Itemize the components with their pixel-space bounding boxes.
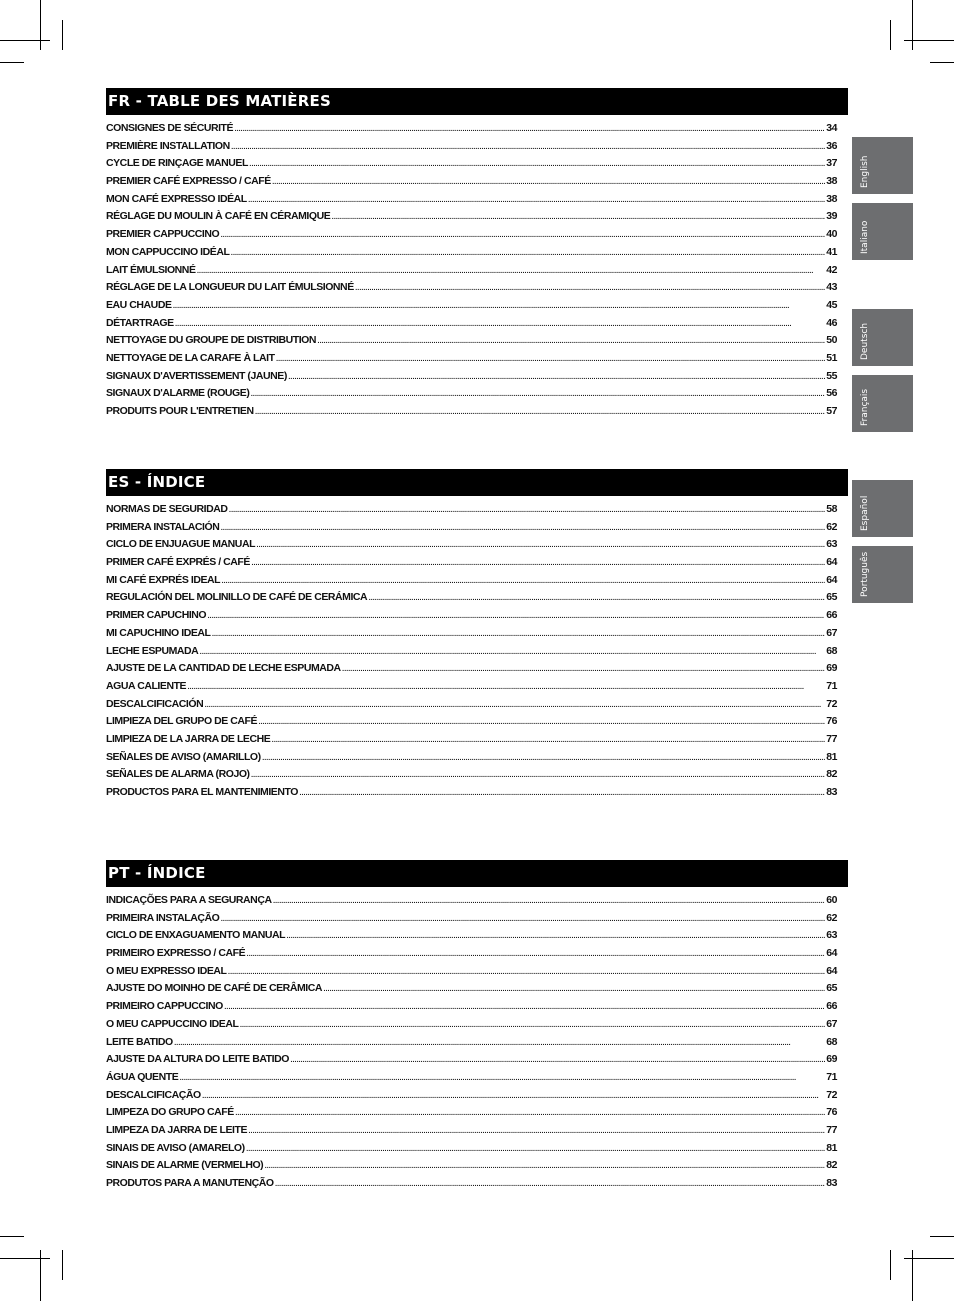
entry-page: 63 — [826, 929, 837, 942]
toc-entry[interactable] — [106, 696, 837, 714]
toc-entry[interactable] — [106, 589, 837, 607]
toc-entry[interactable] — [106, 536, 837, 554]
leader-dots — [221, 572, 825, 590]
language-tab-english[interactable] — [852, 137, 913, 194]
toc-entry[interactable] — [106, 784, 837, 802]
entry-page: 64 — [826, 947, 837, 960]
toc-entry[interactable] — [106, 519, 837, 537]
toc-list — [106, 892, 848, 1193]
leader-dots — [179, 1069, 825, 1087]
entry-page: 64 — [826, 573, 837, 586]
entry-page: 67 — [826, 1017, 837, 1030]
entry-page: 71 — [826, 1070, 837, 1083]
entry-label: SIGNAUX D'AVERTISSEMENT (JAUNE) — [106, 369, 287, 382]
entry-page: 72 — [826, 697, 837, 710]
toc-list — [106, 120, 848, 421]
toc-entry[interactable] — [106, 332, 837, 350]
leader-dots — [317, 332, 825, 350]
toc-entry[interactable] — [106, 501, 837, 519]
entry-label: LECHE ESPUMADA — [106, 644, 199, 657]
toc-section-pt — [106, 860, 848, 1193]
leader-dots — [239, 1016, 825, 1034]
entry-label: DÉTARTRAGE — [106, 316, 174, 329]
entry-page: 56 — [826, 387, 837, 400]
entry-page: 83 — [826, 786, 837, 798]
leader-dots — [276, 350, 826, 368]
entry-label: MI CAPUCHINO IDEAL — [106, 626, 211, 639]
entry-label: PRIMEIRO EXPRESSO / CAFÉ — [106, 947, 246, 960]
entry-label: LIMPIEZA DEL GRUPO DE CAFÉ — [106, 715, 258, 728]
section-title: ES - ÍNDICE — [106, 469, 848, 496]
entry-label: AJUSTE DE LA CANTIDAD DE LECHE ESPUMADA — [106, 662, 341, 675]
toc-entry[interactable] — [106, 279, 837, 297]
entry-page: 81 — [826, 1141, 837, 1154]
toc-entry[interactable] — [106, 731, 837, 749]
entry-page: 60 — [826, 894, 837, 906]
tab-label: Deutsch — [860, 322, 870, 360]
toc-entry[interactable] — [106, 155, 837, 173]
entry-label: REGULACIÓN DEL MOLINILLO DE CAFÉ DE CERÁMICA — [106, 591, 368, 604]
toc-entry[interactable] — [106, 927, 837, 945]
toc-entry[interactable] — [106, 1034, 837, 1052]
toc-entry[interactable] — [106, 1157, 837, 1175]
toc-entry[interactable] — [106, 208, 837, 226]
toc-entry[interactable] — [106, 660, 837, 678]
leader-dots — [273, 892, 826, 910]
entry-label: MON CAPPUCCINO IDÉAL — [106, 245, 230, 258]
entry-label: DESCALCIFICAÇÃO — [106, 1088, 201, 1101]
leader-dots — [231, 138, 825, 156]
entry-page: 57 — [826, 405, 837, 417]
entry-page: 69 — [826, 662, 837, 675]
toc-list — [106, 501, 848, 802]
entry-label: PRIMERA INSTALACIÓN — [106, 520, 220, 533]
leader-dots — [246, 1140, 826, 1158]
toc-section-es — [106, 469, 848, 802]
toc-entry[interactable] — [106, 910, 837, 928]
entry-label: RÉGLAGE DE LA LONGUEUR DU LAIT ÉMULSIONNÉ — [106, 281, 354, 294]
leader-dots — [229, 501, 826, 519]
entry-label: PRIMEIRO CAPPUCCINO — [106, 1000, 223, 1013]
section-title: PT - ÍNDICE — [106, 860, 848, 887]
entry-page: 66 — [826, 1000, 837, 1013]
entry-page: 77 — [826, 732, 837, 745]
entry-label: NETTOYAGE DE LA CARAFE À LAIT — [106, 351, 275, 364]
toc-entry[interactable] — [106, 120, 837, 138]
leader-dots — [204, 696, 825, 714]
entry-page: 34 — [826, 122, 837, 134]
leader-dots — [173, 297, 826, 315]
entry-page: 38 — [826, 175, 837, 188]
entry-label: SINAIS DE ALARME (VERMELHO) — [106, 1159, 264, 1172]
leader-dots — [220, 519, 825, 537]
toc-section-fr — [106, 88, 848, 421]
leader-dots — [197, 262, 826, 280]
toc-entry[interactable] — [106, 572, 837, 590]
leader-dots — [288, 368, 825, 386]
leader-dots — [224, 998, 825, 1016]
leader-dots — [199, 643, 825, 661]
leader-dots — [207, 607, 825, 625]
toc-entry[interactable] — [106, 980, 837, 998]
leader-dots — [248, 191, 825, 209]
entry-label: MON CAFÉ EXPRESSO IDÉAL — [106, 192, 247, 205]
language-tab-italiano[interactable] — [852, 203, 913, 260]
entry-page: 64 — [826, 556, 837, 569]
entry-page: 82 — [826, 1159, 837, 1172]
toc-entry[interactable] — [106, 226, 837, 244]
entry-page: 69 — [826, 1053, 837, 1066]
toc-entry[interactable] — [106, 607, 837, 625]
entry-page: 76 — [826, 715, 837, 728]
entry-page: 39 — [826, 210, 837, 223]
entry-page: 37 — [826, 157, 837, 170]
entry-page: 58 — [826, 503, 837, 515]
leader-dots — [174, 1034, 825, 1052]
entry-page: 82 — [826, 768, 837, 781]
entry-page: 38 — [826, 192, 837, 205]
leader-dots — [230, 244, 825, 262]
toc-entry[interactable] — [106, 1016, 837, 1034]
toc-entry[interactable] — [106, 244, 837, 262]
entry-label: SEÑALES DE ALARMA (ROJO) — [106, 768, 250, 781]
toc-entry[interactable] — [106, 945, 837, 963]
language-tab-espanol[interactable] — [852, 480, 913, 537]
toc-entry[interactable] — [106, 625, 837, 643]
entry-label: RÉGLAGE DU MOULIN À CAFÉ EN CÉRAMIQUE — [106, 210, 331, 223]
entry-label: PRIMEIRA INSTALAÇÃO — [106, 911, 220, 924]
entry-label: LIMPEZA DO GRUPO CAFÉ — [106, 1106, 234, 1119]
entry-label: PRODUTOS PARA A MANUTENÇÃO — [106, 1177, 274, 1189]
entry-page: 45 — [826, 298, 837, 311]
toc-entry[interactable] — [106, 643, 837, 661]
entry-page: 65 — [826, 591, 837, 604]
leader-dots — [355, 279, 825, 297]
entry-page: 68 — [826, 1035, 837, 1048]
toc-entry[interactable] — [106, 963, 837, 981]
entry-page: 76 — [826, 1106, 837, 1119]
toc-entry[interactable] — [106, 1140, 837, 1158]
entry-page: 63 — [826, 538, 837, 551]
leader-dots — [323, 980, 825, 998]
entry-label: MI CAFÉ EXPRÉS IDEAL — [106, 573, 221, 586]
entry-label: PRODUITS POUR L'ENTRETIEN — [106, 405, 254, 417]
toc-entry[interactable] — [106, 262, 837, 280]
entry-label: SINAIS DE AVISO (AMARELO) — [106, 1141, 245, 1154]
entry-label: PREMIÈRE INSTALLATION — [106, 139, 230, 152]
leader-dots — [258, 713, 825, 731]
leader-dots — [251, 554, 825, 572]
entry-page: 64 — [826, 964, 837, 977]
entry-page: 81 — [826, 750, 837, 763]
leader-dots — [331, 208, 825, 226]
section-title: FR - TABLE DES MATIÈRES — [106, 88, 848, 115]
leader-dots — [234, 120, 825, 138]
toc-entry[interactable] — [106, 368, 837, 386]
leader-dots — [248, 1122, 825, 1140]
leader-dots — [235, 1104, 825, 1122]
entry-label: CYCLE DE RINÇAGE MANUEL — [106, 157, 248, 170]
toc-entry[interactable] — [106, 678, 837, 696]
leader-dots — [175, 315, 826, 333]
entry-page: 40 — [826, 228, 837, 241]
entry-label: SIGNAUX D'ALARME (ROUGE) — [106, 387, 250, 400]
entry-label: PREMIER CAFÉ EXPRESSO / CAFÉ — [106, 175, 271, 188]
entry-label: LIMPIEZA DE LA JARRA DE LECHE — [106, 732, 271, 745]
entry-label: INDICAÇÕES PARA A SEGURANÇA — [106, 894, 272, 906]
toc-entry[interactable] — [106, 315, 837, 333]
entry-label: PRIMER CAFÉ EXPRÉS / CAFÉ — [106, 556, 250, 569]
toc-entry[interactable] — [106, 892, 837, 910]
leader-dots — [368, 589, 825, 607]
toc-entry[interactable] — [106, 191, 837, 209]
entry-page: 36 — [826, 139, 837, 152]
leader-dots — [271, 731, 825, 749]
leader-dots — [187, 678, 825, 696]
entry-page: 65 — [826, 982, 837, 995]
tab-label: Español — [860, 495, 870, 531]
toc-entry[interactable] — [106, 403, 837, 421]
entry-label: ÁGUA QUENTE — [106, 1070, 179, 1083]
toc-entry[interactable] — [106, 1122, 837, 1140]
toc-entry[interactable] — [106, 998, 837, 1016]
entry-label: O MEU EXPRESSO IDEAL — [106, 964, 227, 977]
entry-label: CICLO DE ENJUAGUE MANUAL — [106, 538, 256, 551]
entry-label: AJUSTE DA ALTURA DO LEITE BATIDO — [106, 1053, 289, 1066]
leader-dots — [342, 660, 826, 678]
tab-label: Português — [860, 551, 870, 597]
leader-dots — [264, 1157, 825, 1175]
leader-dots — [249, 155, 825, 173]
leader-dots — [251, 766, 826, 784]
entry-page: 67 — [826, 626, 837, 639]
tab-label: English — [860, 155, 870, 188]
entry-page: 50 — [826, 334, 837, 347]
entry-page: 68 — [826, 644, 837, 657]
leader-dots — [290, 1051, 825, 1069]
entry-page: 83 — [826, 1177, 837, 1189]
entry-page: 62 — [826, 520, 837, 533]
entry-label: CONSIGNES DE SÉCURITÉ — [106, 122, 234, 134]
toc-entry[interactable] — [106, 297, 837, 315]
entry-page: 62 — [826, 911, 837, 924]
toc-entry[interactable] — [106, 749, 837, 767]
entry-label: PREMIER CAPPUCCINO — [106, 228, 220, 241]
entry-label: NORMAS DE SEGURIDAD — [106, 503, 228, 515]
entry-label: LEITE BATIDO — [106, 1035, 173, 1048]
toc-entry[interactable] — [106, 173, 837, 191]
language-tab-francais[interactable] — [852, 375, 913, 432]
entry-page: 66 — [826, 609, 837, 622]
leader-dots — [246, 945, 825, 963]
entry-page: 71 — [826, 679, 837, 692]
toc-entry[interactable] — [106, 1087, 837, 1105]
entry-label: PRODUCTOS PARA EL MANTENIMIENTO — [106, 786, 298, 798]
entry-label: AGUA CALIENTE — [106, 679, 187, 692]
leader-dots — [202, 1087, 825, 1105]
entry-page: 77 — [826, 1123, 837, 1136]
entry-label: PRIMER CAPUCHINO — [106, 609, 207, 622]
toc-entry[interactable] — [106, 554, 837, 572]
leader-dots — [299, 784, 825, 802]
toc-entry[interactable] — [106, 1104, 837, 1122]
entry-page: 46 — [826, 316, 837, 329]
entry-label: LAIT ÉMULSIONNÉ — [106, 263, 196, 276]
entry-page: 51 — [826, 351, 837, 364]
toc-entry[interactable] — [106, 1175, 837, 1193]
leader-dots — [211, 625, 825, 643]
toc-entry[interactable] — [106, 1051, 837, 1069]
toc-entry[interactable] — [106, 350, 837, 368]
entry-label: DESCALCIFICACIÓN — [106, 697, 204, 710]
toc-entry[interactable] — [106, 1069, 837, 1087]
toc-entry[interactable] — [106, 766, 837, 784]
entry-label: AJUSTE DO MOINHO DE CAFÉ DE CERÂMICA — [106, 982, 322, 995]
entry-label: O MEU CAPPUCCINO IDEAL — [106, 1017, 239, 1030]
leader-dots — [256, 536, 825, 554]
leader-dots — [272, 173, 825, 191]
toc-entry[interactable] — [106, 713, 837, 731]
entry-page: 55 — [826, 369, 837, 382]
entry-page: 43 — [826, 281, 837, 294]
entry-label: CICLO DE ENXAGUAMENTO MANUAL — [106, 929, 286, 942]
tab-label: Français — [860, 388, 870, 426]
leader-dots — [250, 385, 825, 403]
entry-page: 72 — [826, 1088, 837, 1101]
leader-dots — [262, 749, 826, 767]
entry-page: 42 — [826, 263, 837, 276]
language-tab-deutsch[interactable] — [852, 309, 913, 366]
tab-label: Italiano — [860, 220, 870, 254]
entry-label: SEÑALES DE AVISO (AMARILLO) — [106, 750, 261, 763]
entry-label: NETTOYAGE DU GROUPE DE DISTRIBUTION — [106, 334, 317, 347]
leader-dots — [275, 1175, 826, 1193]
entry-page: 41 — [826, 245, 837, 258]
entry-label: EAU CHAUDE — [106, 298, 172, 311]
toc-entry[interactable] — [106, 385, 837, 403]
leader-dots — [220, 226, 825, 244]
leader-dots — [286, 927, 825, 945]
entry-label: LIMPEZA DA JARRA DE LEITE — [106, 1123, 248, 1136]
leader-dots — [220, 910, 825, 928]
toc-entry[interactable] — [106, 138, 837, 156]
language-tab-portugues[interactable] — [852, 546, 913, 603]
leader-dots — [255, 403, 826, 421]
leader-dots — [228, 963, 826, 981]
